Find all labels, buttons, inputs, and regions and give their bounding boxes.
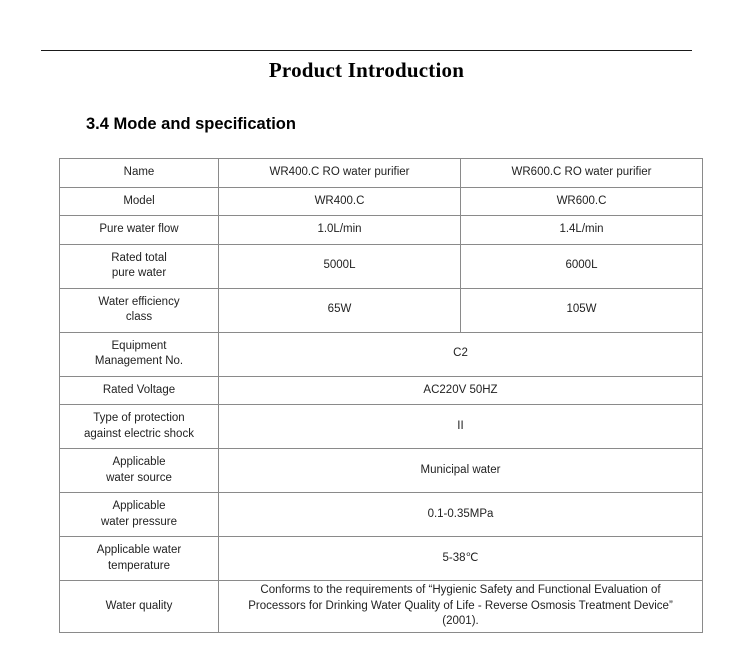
table-row [60, 288, 703, 332]
row-label-line2: temperature [107, 559, 170, 572]
table-row [60, 159, 703, 188]
table-row [60, 376, 703, 405]
row-label-line2: against electric shock [84, 427, 194, 440]
row-label-line1: Equipment [111, 339, 167, 352]
row-label [60, 244, 219, 288]
cell-merged-value: C2 [219, 332, 703, 376]
row-label: Pure water flow [60, 216, 219, 245]
table-row [60, 244, 703, 288]
cell-merged-value: II [219, 405, 703, 449]
row-label-line2: water pressure [100, 515, 178, 528]
cell-merged-value: 5-38℃ [219, 537, 703, 581]
row-label-line2: water source [106, 471, 172, 484]
row-label [60, 288, 219, 332]
cell-model-a: 65W [219, 288, 461, 332]
specification-table [59, 158, 703, 633]
cell-model-b: 1.4L/min [461, 216, 703, 245]
cell-model-b: WR600.C [461, 187, 703, 216]
row-label [60, 537, 219, 581]
row-label [60, 493, 219, 537]
cell-model-b: 6000L [461, 244, 703, 288]
table-row [60, 405, 703, 449]
row-label-line1: Rated total [111, 251, 167, 264]
row-label-line2: Management No. [94, 355, 184, 368]
cell-model-a: WR400.C [219, 187, 461, 216]
row-label [60, 449, 219, 493]
row-label: Rated Voltage [60, 376, 219, 405]
table-row [60, 187, 703, 216]
table-row [60, 216, 703, 245]
row-label-line1: Type of protection [93, 412, 185, 425]
row-label: Model [60, 187, 219, 216]
cell-model-a: 1.0L/min [219, 216, 461, 245]
cell-model-b: WR600.C RO water purifier [461, 159, 703, 188]
cell-merged-value: Municipal water [219, 449, 703, 493]
row-label [60, 405, 219, 449]
row-label-line2: pure water [111, 267, 167, 280]
cell-model-b: 105W [461, 288, 703, 332]
cell-model-a: WR400.C RO water purifier [219, 159, 461, 188]
table-row [60, 493, 703, 537]
table-row [60, 581, 703, 633]
table-row [60, 449, 703, 493]
row-label-line1: Water efficiency [98, 295, 180, 308]
row-label: Name [60, 159, 219, 188]
section-heading: 3.4 Mode and specification [86, 115, 296, 133]
row-label-line1: Applicable [112, 456, 166, 469]
page-title: Product Introduction [268, 58, 465, 82]
cell-merged-value: AC220V 50HZ [219, 376, 703, 405]
cell-merged-value: 0.1-0.35MPa [219, 493, 703, 537]
row-label-line1: Applicable water [96, 544, 182, 557]
cell-model-a: 5000L [219, 244, 461, 288]
cell-merged-value: Conforms to the requirements of “Hygienic Safety and Functional Evaluation of Processors for Drinking Water Quality of Life - Reverse Osmosis Treatment Device” (2001). [219, 581, 703, 633]
row-label-line2: class [125, 311, 153, 324]
header-divider [41, 50, 692, 51]
row-label-line1: Applicable [112, 500, 166, 513]
table-row [60, 537, 703, 581]
row-label: Water quality [60, 581, 219, 633]
row-label [60, 332, 219, 376]
table-row [60, 332, 703, 376]
